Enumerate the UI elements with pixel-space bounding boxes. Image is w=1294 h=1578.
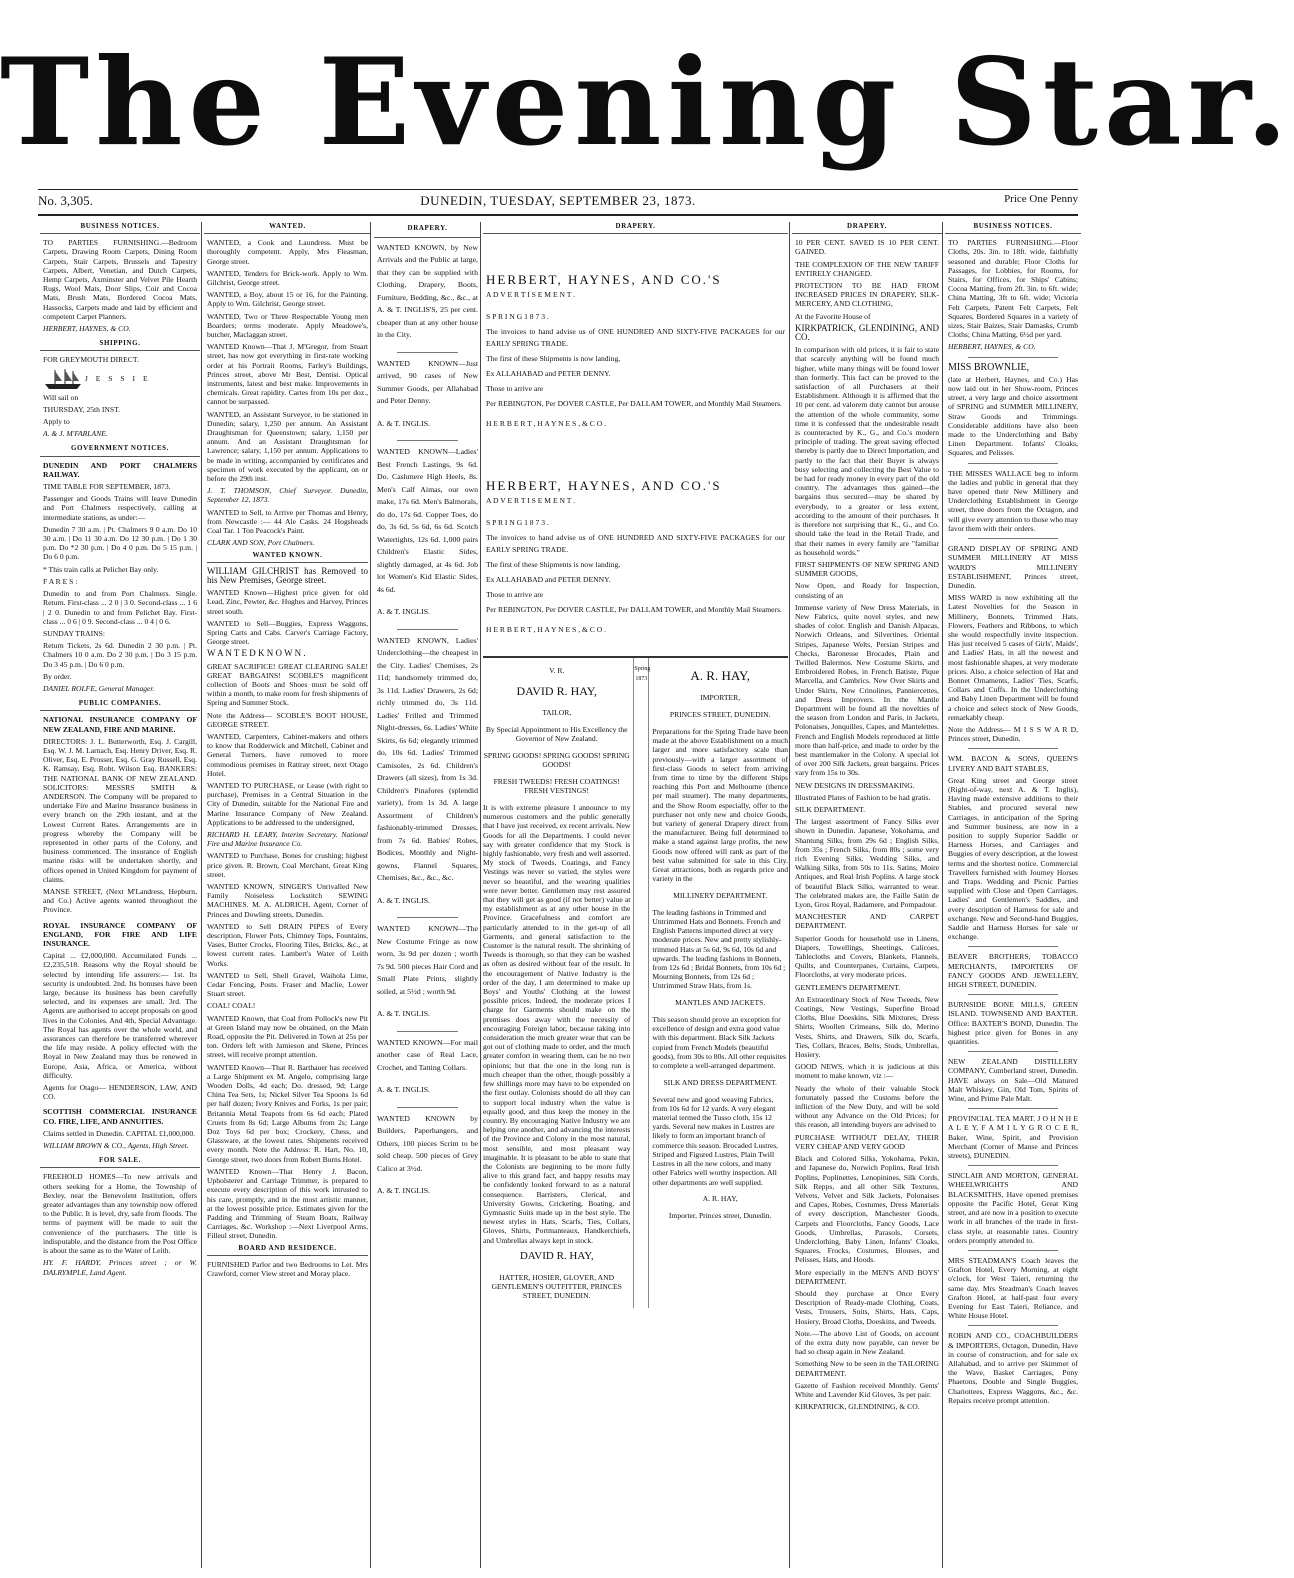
header-wanted: WANTED. (204, 222, 371, 234)
ad-freehold: FREEHOLD HOMES—To new arrivals and others seeking for a Home, the Township of Bexley, near the Benevolent Institution, offers greater advantages than any township now offered to the Public. It is level, dry, safe from floods. The terms of payment will be made to suit the convenience of the purchasers. The title is indisputable, and the distance from the Post Office is about the same as to the Water of Leith. HY. F. HARDY, Princes street ; or W. DALRYMPLE, Land Agent. (43, 1172, 197, 1277)
top-rule (38, 189, 1078, 190)
inglis-ads: WANTED KNOWN, by New Arrivals and the Public at large, that they can be supplied with Clothing, Drapery, Boots, Furniture, Bedding, &c., &c., at A. & T. INGLIS'S, 25 per cent. cheaper than at any other house in the City. WANTED KNOWN—Just arrived, 90 cases of New Summer Goods, per Allahabad and Peter Denny. A. & T. INGLIS. WANTED KNOWN—Ladies' Best French Lastings, 9s 6d. Do. Cashmere High Heels, 8s. Men's Calf Aimas, our own make, 17s 6d. Men's Balmorals, do do, 17s 6d. Copper Toes, do do, 3s 6d, 5s 6d, 6s 6d. Scotch Watertights, 12s 6d. 1,000 pairs Children's Elastic Sides, slightly damaged, at 4s 6d. Job lot Women's Kid Elastic Sides, 4s 6d. A. & T. INGLIS. WANTED KNOWN, Ladies' Underclothing—the cheapest in the City. Ladies' Chemises, 2s 11d; handsomely trimmed do, 3s 11d. Ladies' Drawers, 2s 6d; richly trimmed do, 3s 11d. Ladies' Frilled and Trimmed Night-dresses, 6s. Ladies' White Skirts, 6s 6d; elegantly trimmed do, 10s 6d. Ladies' Trimmed Camisoles, 2s 6d. Children's Drawers (all sizes), from 1s 3d. Children's Pinafores (splendid variety), from 1s 3d. A large Assortment of Children's fashionably-trimmed Dresses, from 7s 6d. Babies' Robes, Bodices, Monthly and Night-gowns, Flannel Squares, Chemises, &c., &c., &c. A. & T. INGLIS. WANTED KNOWN—The New Costume Fringe as now worn, 3s 9d per dozen ; worth 7s 9d. 500 pieces Hair Cord and Small Plate Prints, slightly soiled, at 5½d ; worth 9d. A. & T. INGLIS. WANTED KNOWN—For mail another case of Real Lace, Crochet, and Tatting Collars. A. & T. INGLIS. WANTED KNOWN by Builders, Paperhangers, and Others, 100 pieces Scrim to be sold cheap. 500 pieces of Grey Calico at 3½d. A. & T. INGLIS. (377, 242, 478, 1195)
header-business-2: BUSINESS NOTICES. (945, 222, 1081, 234)
meta-rule (38, 214, 1078, 216)
kirkpatrick-ad: 10 PER CENT. SAVED IS 10 PER CENT. GAINED. THE COMPLEXION OF THE NEW TARIFF ENTIRELY CHANGED. PROTECTION TO BE HAD FROM INCREASED PRICES IN DRAPERY, SILK-MERCERY, AND CLOTHING, At the Favorite House of KIRKPATRICK, GLENDINING, AND CO. In comparison with old prices, it is fair to state that scarcely anything will be found much higher, while many things will be found lower than formerly. This fact can be proved to the satisfaction of all Purchasers at their Establishment. Although it is affirmed that the 10 per cent. ad valorem duty cannot but arouse the attention of the whole community, some time it is confessed that the undesirable result is counteracted by K., G., and Co.'s modern principle of trading. The great saving effected thereby is partly due to Direct Importation, and partly to the fact that their Buyer is always busy selecting and collecting the Best Value to be had for ready money in every part of the old country. The advantages thus gained—the bargains thus secured—may be shared by everybody, to a greater or less extent, according to the amount of their purchases. It is therefore not surprising that K., G., and Co. should take the lead in the Retail Trade, and that their names in every family are "familiar as household words." FIRST SHIPMENTS OF NEW SPRING AND SUMMER GOODS, Now Open, and Ready for Inspection, consisting of an Immense variety of New Dress Materials, in New Fabrics, quite novel styles, and new shades of color. English and Danish Alpacas, Norwich Orleans, and Silvertines. Oriental Stripes, Japanese Welts, Persian Stripes and Checks, Baronesse Brocades, Plain and Twilled Balermos. New Costume Skirts, and Embroidered Robes, in French Batiste, Pique Marcella, and Cambrics. New Over Skirts and Under Skirts, New Crinolines, Panniercettes, and Dress Improvers. In the Mantle Department will be found all the novelties of the season from London and Paris, in Jackets, Polonaises, Jonquilles, Capes, and Mantelettes. French and English Models reproduced at little more than half-price, and made to order by the best mantlemaker in the Colony. A special lot of over 200 Silk Jackets, great bargains. Prices vary from 15s to 30s. NEW DESIGNS IN DRESSMAKING. Illustrated Plates of Fashion to be had gratis. SILK DEPARTMENT. The largest assortment of Fancy Silks ever shown in Dunedin. Japanese, Yokohama, and Shantung Silks, from 29s 6d ; English Silks, from 35s ; French Silks, from 80s ; some very rich Evening Silks, Wedding Silks, and Walking Silks, from 50s to 11s. Satins, Moire Antiques, and Real Irish Poplins. A large stock of beautiful Black Silks, warranted to wear. The celebrated makes are, the Faille Satin de Lyon, Gros Royal, Radamere, and Pompadour. MANCHESTER AND CARPET DEPARTMENT. Superior Goods for household use in Linens, Diapers, Towellings, Sheetings, Calicoes, Tablecloths and Covers, Blankets, Flannels, Quilts, and Counterpanes, Curtains, Carpets, Floorcloths, at very moderate prices. GENTLEMEN'S DEPARTMENT. An Extraordinary Stock of New Tweeds, New Coatings, New Vestings, Superfine Broad Cloths, Blue Doeskins, Silk Mixtures, Dress Shirts, Woollen Crimeans, Silk do, Merino Vests, Shirts, and Drawers, Silk do, Scarfs, Ties, Collars, Braces, Belts, Studs, Umbrellas, Hosiery. GOOD NEWS, which it is judicious at this moment to make known, viz :— Nearly the whole of their valuable Stock fortunately passed the Customs before the infliction of the New Duty, and will be sold without any Advance on the Old Prices; for this reason, all intending buyers are advised to PURCHASE WITHOUT DELAY, THEIR VERY CHEAP AND VERY GOOD Black and Colored Silks, Yokohama, Pekin, and Japanese do, Norwich Poplins, Real Irish Poplins, Poplinettes, Lenopinines, Silk Cords, Silk Repps, and all other Silk Textures, Velvets, Velvet and Silk Jackets, Polonaises and Capes, Robes, Costumes, Dress Materials of every description, Manchester Goods, Carpets and Floorcloths, Fancy Goods, Lace Goods, Umbrellas, Parasols, Corsets, Underclothing, Baby Linen, Infants' Cloaks, Squares, Frocks, Costumes, Blouses, and Pelisses, Hats, and Hoods. More especially in the MEN'S AND BOYS' DEPARTMENT. Should they purchase at Once Every Description of Ready-made Clothing, Coats, Vests, Trousers, Suits, Shirts, Hats, Caps, Hosiery, Broad Cloths, Doeskins, and Tweeds. Note.—The above List of Goods, on account of the extra duty now payable, can never be had so cheap again in New Zealand. Something New to be seen in the TAILORING DEPARTMENT. Gazette of Fashion received Monthly. Gents' White and Lavender Kid Gloves, 3s per pair. KIRKPATRICK, GLENDINING, & CO. (795, 238, 939, 1412)
spring-1873-strip: Spring 1873 (633, 658, 649, 1308)
business-ads-2: TO PARTIES FURNISHING.—Floor Cloths, 20s. 3in. to 18ft. wide, faithfully seasoned and durable; Floor Cloths for Passages, for Lobbies, for Rooms, for Stairs, for Offices, for Ships' Cabins; Cocoa Matting, from 2ft. 3in. to 6ft. wide; China Matting, 3ft to 6ft. wide; Victoria Felt Carpets, Patent Felt Carpets, Felt Squares, Bordered Squares in a variety of sizes, Stair Baizes, Stair Damasks, Crumb Cloths; China Matting, 6½d per yard. HERBERT, HAYNES, & CO. MISS BROWNLIE, (late at Herbert, Haynes, and Co.) Has now laid out in her Show-room, Princes street, a very large and choice assortment of SPRING and SUMMER MILLINERY, Straw Goods and Trimmings. Considerable additions have also been made to the Underclothing and Baby Linen Department. Infants' Cloaks, Squares, and Pelisses. THE MISSES WALLACE beg to inform the ladies and public in general that they have opened their New Millinery and Underclothing Establishment in George street, three doors from the Octagon, and will give every attention to those who may favor them with their orders. GRAND DISPLAY OF SPRING AND SUMMER MILLINERY AT MISS WARD'S MILLINERY ESTABLISHMENT, Princes street, Dunedin. MISS WARD is now exhibiting all the Latest Novelties for the Season in Millinery, Bonnets, Trimmed Hats, Flowers, Feathers and Ribbons, to which she would respectfully invite inspection. Has just received 5 cases of Girls', Maids', and Ladies' Hats, in all the newest and most fashionable shapes, at very moderate prices. Also, a choice selection of Hat and Bonnet Ornaments, Ladies' Ties, Scarfs, Collars and Cuffs. In the Underclothing and Baby Linen Department will be found a choice and select stock of New Goods, remarkably cheap. Note the Address— M I S S W A R D, Princes street, Dunedin. WM. BACON & SONS, QUEEN'S LIVERY AND BAIT STABLES, Great King street and George street (Right-of-way, next A. & T. Inglis), Having made extensive additions to their Stables, and procured several new Carriages, in anticipation of the Spring and Summer business, are now in a position to supply Superior Saddle or Harness Horses, and Carriages and Buggies of every description, at the lowest terms and the shortest notice. Commercial Travellers furnished with Journey Horses and Traps. Wedding and Picnic Parties supplied with Close and Open Carriages. Ladies' and Gentlemen's Saddles, and every description of Harness for sale and exchange. New and Second-hand Buggies, Saddle and Harness Horses for sale or exchange. BEAVER BROTHERS, TOBACCO MERCHANTS, IMPORTERS OF FANCY GOODS AND JEWELLERY, HIGH STREET, DUNEDIN. BURNSIDE BONE MILLS, GREEN ISLAND. TOWNSEND AND BAXTER. Office: BAXTER'S BOND, Dunedin. The highest price given for Bones in any quantities. NEW ZEALAND DISTILLERY COMPANY, Cumberland street, Dunedin. HAVE always on Sale—Old Matured Malt Whiskey, Gin, Old Tom, Spirits of Wine, and Prime Pale Malt. PROVINCIAL TEA MART. J O H N H E A L E Y, F A M I L Y G R O C E R, Baker, Wine, Spirit, and Provision Merchant (Corner of Manse and Princes streets), DUNEDIN. SINCLAIR AND MORTON, GENERAL WHEELWRIGHTS AND BLACKSMITHS, Have opened premises opposite the Pacific Hotel, Great King street, and are now in a position to execute work in all branches of the trade in first-class style, at reasonable rates. Country orders promptly attended to. MRS STEADMAN'S Coach leaves the Grafton Hotel, Every Morning, at eight o'clock, for West Taieri, returning the same day. Mrs Steadman's Coach leaves Grafton Hotel, at half-past four every Evening for East Taieri, Reliance, and White House Hotel. ROBIN AND CO., COACHBUILDERS & IMPORTERS, Octagon, Dunedin, Have in course of construction, and for sale ex Allahabad, and to arrive per Skimmer of the Wave, Basket Carriages, Pony Phaetons, Double and Single Buggies, Chariottees, Express Waggons, &c., &c. Repairs receive prompt attention. (948, 238, 1078, 1405)
column-business-2 (942, 222, 1081, 1568)
ad-scottish-insurance: SCOTTISH COMMERCIAL INSURANCE CO. FIRE, LIFE, AND ANNUITIES. Claims settled in Dunedin. CAPITAL £1,000,000. WILLIAM BROWN & CO., Agents, High Street. (43, 1107, 197, 1151)
hay-ads-row (483, 658, 788, 1308)
dateline: DUNEDIN, TUESDAY, SEPTEMBER 23, 1873. (420, 193, 696, 208)
price: Price One Penny (1004, 193, 1078, 205)
column-drapery-kirkpatrick (789, 222, 942, 1568)
header-shipping: SHIPPING. (40, 339, 200, 351)
ad-shipping: FOR GREYMOUTH DIRECT. J E S S I E Will sail on THURSDAY, 25th INST. Apply to A. & J. M'FARLANE. (43, 355, 151, 439)
herbert-haynes-ad-2: HERBERT, HAYNES, AND CO.'S A D V E R T I S E M E N T . S P R I N G 1 8 7 3 . The invoices to hand advise us of ONE HUNDRED AND SIXTY-FIVE PACKAGES for our EARLY SPRING TRADE. The first of these Shipments is now landing, Ex ALLAHABAD and PETER DENNY. Those to arrive are Per REBINGTON, Per DOVER CASTLE, Per DALLAM TOWER, and Monthly Mail Steamers. H E R B E R T , H A Y N E S , & C O . (486, 478, 785, 635)
column-business (40, 222, 200, 1568)
ar-hay-ad: A. R. HAY, IMPORTER, PRINCES STREET, DUNEDIN. Preparations for the Spring Trade have been made at the above Establishment on a much larger and more satisfactory scale than previously—with a larger assortment of first-class Goods to select from arriving from time to time by the different Ships reaching this Port and Melbourne (thence per mail steamer). The many departments, and the Show Room especially, offer to the purchaser not only new and choice Goods, but variety of general Drapery direct from the manufacturer. Being full determined to make a stand against large profits, the new Goods now offered will rank as part of the best value submitted for sale in this City. Great attractions, both as regards price and variety in the MILLINERY DEPARTMENT. The leading fashions in Trimmed and Untrimmed Hats and Bonnets. French and English Patterns imported direct at very moderate prices. New and pretty stylishly-trimmed Hats at 5s 6d, 9s 6d, 10s 6d and upwards. The leading fashions in Bonnets, from 12s 6d ; Bridal Bonnets, from 10s 6d ; Mourning Bonnets, from 12s 6d ; Untrimmed Straw Hats, from 1s. MANTLES AND JACKETS. This season should prove an exception for excellence of design and extra good value with this department. Black Silk Jackets copied from French Models (beautiful goods), from 30s to 80s. All other requisites to complete a well-arranged department. SILK AND DRESS DEPARTMENT. Several new and good weaving Fabrics, from 10s 6d for 12 yards. A very elegant material termed the Tusso cloth, 15s 12 yards. Several new makes in Lustres are likely to form an important branch of commerce this season. Brocaded Lustres, Striped and Figured Lustres, Plain Twill Lustres in all the new colors, and many other Fabrics well worthy inspection. All other departments are well supplied. A. R. HAY, Importer, Princes street, Dunedin. (652, 668, 788, 1221)
ad-royal-insurance: ROYAL INSURANCE COMPANY OF ENGLAND, FOR FIRE AND LIFE INSURANCE. Capital ... £2,000,000. Accumulated Funds ... £2,235,518. Reasons why the Royal should be selected by intending life assurers:— 1st. Its security is undoubted. 2nd. Its bonuses have been large, because its business has been carefully selected, and its expenses are small. 3rd. The Agents are authorised to accept proposals on good lives in the Colonies. And 4th, Special Advantage. The Royal has agents over the whole world, and assurances can therefore be transferred wherever the life may reside. A policy effected with the Royal in New Zealand may thus be renewed in Europe, Asia, Africa, or America, without difficulty. Agents for Otago— HENDERSON, LAW, AND CO. (43, 920, 197, 1102)
ad-national-insurance: NATIONAL INSURANCE COMPANY OF NEW ZEALAND, FIRE AND MARINE. DIRECTORS: J. L. Butterworth, Esq. J. Cargill, Esq. W. J. M. Larnach, Esq. Henry Driver, Esq. R. Oliver, Esq. E. Prosser, Esq. G. Gray Russell, Esq. K. Ramsay, Esq. Robt. Wilson Esq. BANKERS: THE NATIONAL BANK OF NEW ZEALAND. SOLICITORS: MESSRS SMITH & ANDERSON. The Company will be prepared to undertake Fire and Marine Insurance business in every branch on the 29th instant, and at the Lowest Current Rates. Arrangements are in progress whereby the Company will be represented in other parts of the Colony, and business commenced. The insurance of English marine risks will be undertaken shortly, and offices opened in United Kingdom for payment of claims. MANSE STREET, (Next M'Landress, Hepburn, and Co.) Active agents wanted throughout the Province. (43, 715, 197, 915)
column-wanted (201, 222, 371, 1568)
header-drapery: DRAPERY. (374, 222, 481, 238)
header-drapery-3: DRAPERY. (792, 222, 942, 234)
ad-railway: DUNEDIN AND PORT CHALMERS RAILWAY. TIME TABLE FOR SEPTEMBER, 1873. Passenger and Goods Trains will leave Dunedin and Port Chalmers respectively, calling at intermediate stations, as under:— Dunedin 7 30 a.m. | Pt. Chalmers 9 0 a.m. Do 10 30 a.m. | Do 11 30 a.m. Do 12 30 p.m. | Do 1 30 p.m. Do *2 30 p.m. | Do 4 0 p.m. Do 5 15 p.m. | Do 6 0 p.m. * This train calls at Pelichet Bay only. F A R E S : Dunedin to and from Port Chalmers. Single. Return. First-class ... 2 0 | 3 0. Second-class ... 1 6 | 2 0. Dunedin to and from Pelichet Bay. First-class ... 0 6 | 0 9. Second-class ... 0 4 | 0 6. SUNDAY TRAINS: Return Tickets, 2s 6d. Dunedin 2 30 p.m. | Pt. Chalmers 10 0 a.m. Do 2 30 p.m. | Do 3 15 p.m. Do 3 45 p.m. | Do 6 0 p.m. By order. DANIEL ROLFE, General Manager. (43, 460, 197, 693)
header-drapery-2: DRAPERY. (483, 222, 788, 234)
ship-name: J E S S I E (84, 373, 151, 383)
header-government: GOVERNMENT NOTICES. (40, 444, 200, 456)
ship-icon (43, 368, 83, 390)
herbert-haynes-ad-1: HERBERT, HAYNES, AND CO.'S A D V E R T I S E M E N T . S P R I N G 1 8 7 3 . The invoices to hand advise us of ONE HUNDRED AND SIXTY-FIVE PACKAGES for our EARLY SPRING TRADE. The first of these Shipments is now landing, Ex ALLAHABAD and PETER DENNY. Those to arrive are Per REBINGTON, Per DOVER CASTLE, Per DALLAM TOWER, and Monthly Mail Steamers. H E R B E R T , H A Y N E S , & C O . (486, 272, 785, 429)
ad-furnishing: TO PARTIES FURNISHING.—Bedroom Carpets, Drawing Room Carpets, Dining Room Carpets, Stair Carpets, Brussels and Tapestry Carpets, Albert, Venetian, and Dutch Carpets, Hemp Carpets, Axminster and Velvet Pile Hearth Rugs, Wool Mats, Door Slips, Coir and Cocoa Mats, Brush Mats, Bordered Cocoa Mats, Hassocks, Carpets made and laid by efficient and competent Carpet Planners. HERBERT, HAYNES, & CO. (43, 238, 197, 334)
header-for-sale: FOR SALE. (40, 1156, 200, 1168)
column-drapery-inglis (370, 222, 481, 1568)
david-hay-ad: V. R. DAVID R. HAY, TAILOR, By Special Appointment to His Excellency the Governor of New Zealand. SPRING GOODS! SPRING GOODS! SPRING GOODS! FRESH TWEEDS! FRESH COATINGS! FRESH VESTINGS! It is with extreme pleasure I announce to my numerous customers and the public generally that I have just received, ex recent arrivals, New Goods for all the Departments. I could never say with greater confidence that my Stock is highly fashionable, very fresh and well assorted. My stock of Tweeds, Coatings, and Fancy Vestings was never so varied, the styles were never so beautiful, and the wearing qualities were never better. Gentlemen may rest assured that they will get as good (if not better) value at my establishment as at any other house in the Province. Gracefulness and comfort are particularly attended to in the get-up of all Garments, and general satisfaction to the Customer is the natural result. The shrinking of Tweeds is thorough, so that they can be washed as often as desired without fear of the result. In the encouragement of Native Industry is the order of the day, I am determined to make up Boys' and Youths' Clothing at the lowest possible prices. Indeed, the moderate prices I charge for Garments should make on the premises does away with the necessity of encouraging Foreign labor, because taking into consideration the much greater wear that can be got out of clothing made to order, and the much greater comfort in wearing them, can be no two opinions; but that the one in the long run is much cheaper than the other, though possibly a few shillings more may have to be expended on the first outlay. Colonists should do all they can to support local industry when the value is equally good, and thus keep the money in the country. By encouraging Native Industry we are helping one another, and advancing the interests of the Province and Colony in the most natural, most sensible, and most pleasant way imaginable. It is pleasant to be able to state that the Colonists are beginning to be more fully alive to this grand fact, and happy results may be confidently looked forward to as a natural consequence. Barristers, Clerical, and University Gowns, Cricketing, Boating, and Gymnastic Suits made up in the best style. The newest styles in Hats, Scarfs, Ties, Collars, Gloves, Shirts, Portmanteaux, Handkerchiefs, and Umbrellas always kept in stock. DAVID R. HAY, HATTER, HOSIER, GLOVER, AND GENTLEMEN'S OUTFITTER, PRINCES STREET, DUNEDIN. (483, 665, 631, 1300)
issue-number: No. 3,305. (38, 193, 93, 208)
masthead-title: The Evening Star. (0, 32, 1294, 173)
header-business: BUSINESS NOTICES. (40, 222, 200, 234)
wanted-ads: WANTED, a Cook and Laundress. Must be thoroughly competent. Apply, Mrs Fleasman, George street. WANTED, Tenders for Brick-work. Apply to Wm. Gilchrist, George street. WANTED, a Boy, about 15 or 16, for the Painting. Apply to Wm. Gilchrist, George street. WANTED, Two or Three Respectable Young men Boarders; terms moderate. Apply Meadowe's, butcher, Maclaggan street. WANTED Known—That J. M'Gregor, from Stuart street, has now got everything in first-rate working order at his Portrait Rooms, Farley's Buildings, Princes street, above Mr Best, Dentist. Optical instruments, latest and best make. Improvements in chemicals. Great rapidity. Cartes from 10s per doz., cannot be surpassed. WANTED, an Assistant Surveyor, to be stationed in Dunedin; salary, 1,250 per annum. An Assistant Draughtsman for Queenstown; salary, 1,150 per annum. And an Assistant Draughtsman for Lawrence; salary, 1,150 per annum. Applications to be made in writing, accompanied by certificates and specimen of work executed by the applicant, on or before the 29th inst. J. T. THOMSON, Chief Surveyor. Dunedin, September 12, 1873. WANTED to Sell, to Arrive per Thomas and Henry, from Newcastle :— 44 Ale Casks. 24 Hogsheads Coal Tar. 1 Ton Peacock's Paint. CLARK AND SON, Port Chalmers. WANTED KNOWN. WILLIAM GILCHRIST has Removed to his New Premises, George street. WANTED Known—Highest price given for old Lead, Zinc, Pewter, &c. Hughes and Harvey, Princes street south. WANTED to Sell—Buggies, Express Waggons, Spring Carts and Cabs. Carver's Carriage Factory, George street. W A N T E D K N O W N . GREAT SACRIFICE! GREAT CLEARING SALE! GREAT BARGAINS! SCOBLE'S magnificent collection of Boots and Shoes must be sold off within a month, to make room for fresh shipments of Spring and Summer Stock. Note the Address— SCOBLE'S BOOT HOUSE, GEORGE STREET. WANTED, Carpenters, Cabinet-makers and others to know that Rodderwick and Mitchell, Cabinet and General Turners, have removed to more commodious premises in Rattray street, next Otago Hotel. WANTED TO PURCHASE, or Lease (with right to purchase), Premises in a Central Situation in the City of Dunedin, suitable for the National Fire and Marine Insurance Company of New Zealand. Applications to be addressed to the undersigned, RICHARD H. LEARY, Interim Secretary. National Fire and Marine Insurance Co. WANTED to Purchase, Bones for crushing; highest price given. R. Brown, Coal Merchant, Great King street. WANTED KNOWN, SINGER'S Unrivalled New Family Noiseless Lockstitch SEWING MACHINES. M. A. ALDRICH, Agent, Corner of Princes and Dowling streets, Dunedin. WANTED to Sell DRAIN PIPES of Every description, Flower Pots, Chimney Tops, Fountains, Vases, Butter Crocks, Flooring Tiles, Bricks, &c., at lowest current rates. Lambert's Water of Leith Works. WANTED to Sell, Shell Gravel, Waihola Lime, Cedar Fencing, Posts. Fraser and Maclie, Lower Stuart street. COAL! COAL! WANTED Known, that Coal from Pollock's new Pit at Green Island may now be obtained, on the Main Road, opposite the Pit. Delivered in Town at 25s per ton. Orders left with Jamieson and Skene, Princes street, will receive prompt attention. WANTED Known—That R. Barthauer has received a Large Shipment ex M. Angelo, comprising large Wooden Dolls, 4d each; Do. dressed, 9d; Large China Tea Sets, 1s; Nickel Silver Tea Spoons 1s 6d per half dozen; Ivory Knives and Forks, 1s per pair; Britannia Metal Teapots from 6s 6d each; Plated Cruets from 8s 6d; Large Albums from 2s; Large Doz Toys 6d per box; Crockery, Chess, and Glassware, at the lowest rates. Shipments received every month. Note the Address: R. Hart, No. 10, George street, two doors from Robert Burns Hotel. WANTED Known—That Henry J. Bacon, Upholsterer and Carriage Trimmer, is prepared to execute every description of this work intrusted to his care, promptly, and in the most artistic manner, at the lowest possible price. Estimates given for the Padding and Trimming of Steam Boats, Railway Carriages, &c. Workshop :—Next Liverpool Arms, Filleul street, Dunedin. BOARD AND RESIDENCE. FURNISHED Parlor and two Bedrooms to Let. Mrs Crawford, corner View street and Moray place. (207, 238, 368, 1278)
masthead (0, 18, 1294, 188)
header-public: PUBLIC COMPANIES. (40, 699, 200, 711)
issue-line (38, 193, 1078, 211)
column-drapery-main (480, 222, 788, 1568)
